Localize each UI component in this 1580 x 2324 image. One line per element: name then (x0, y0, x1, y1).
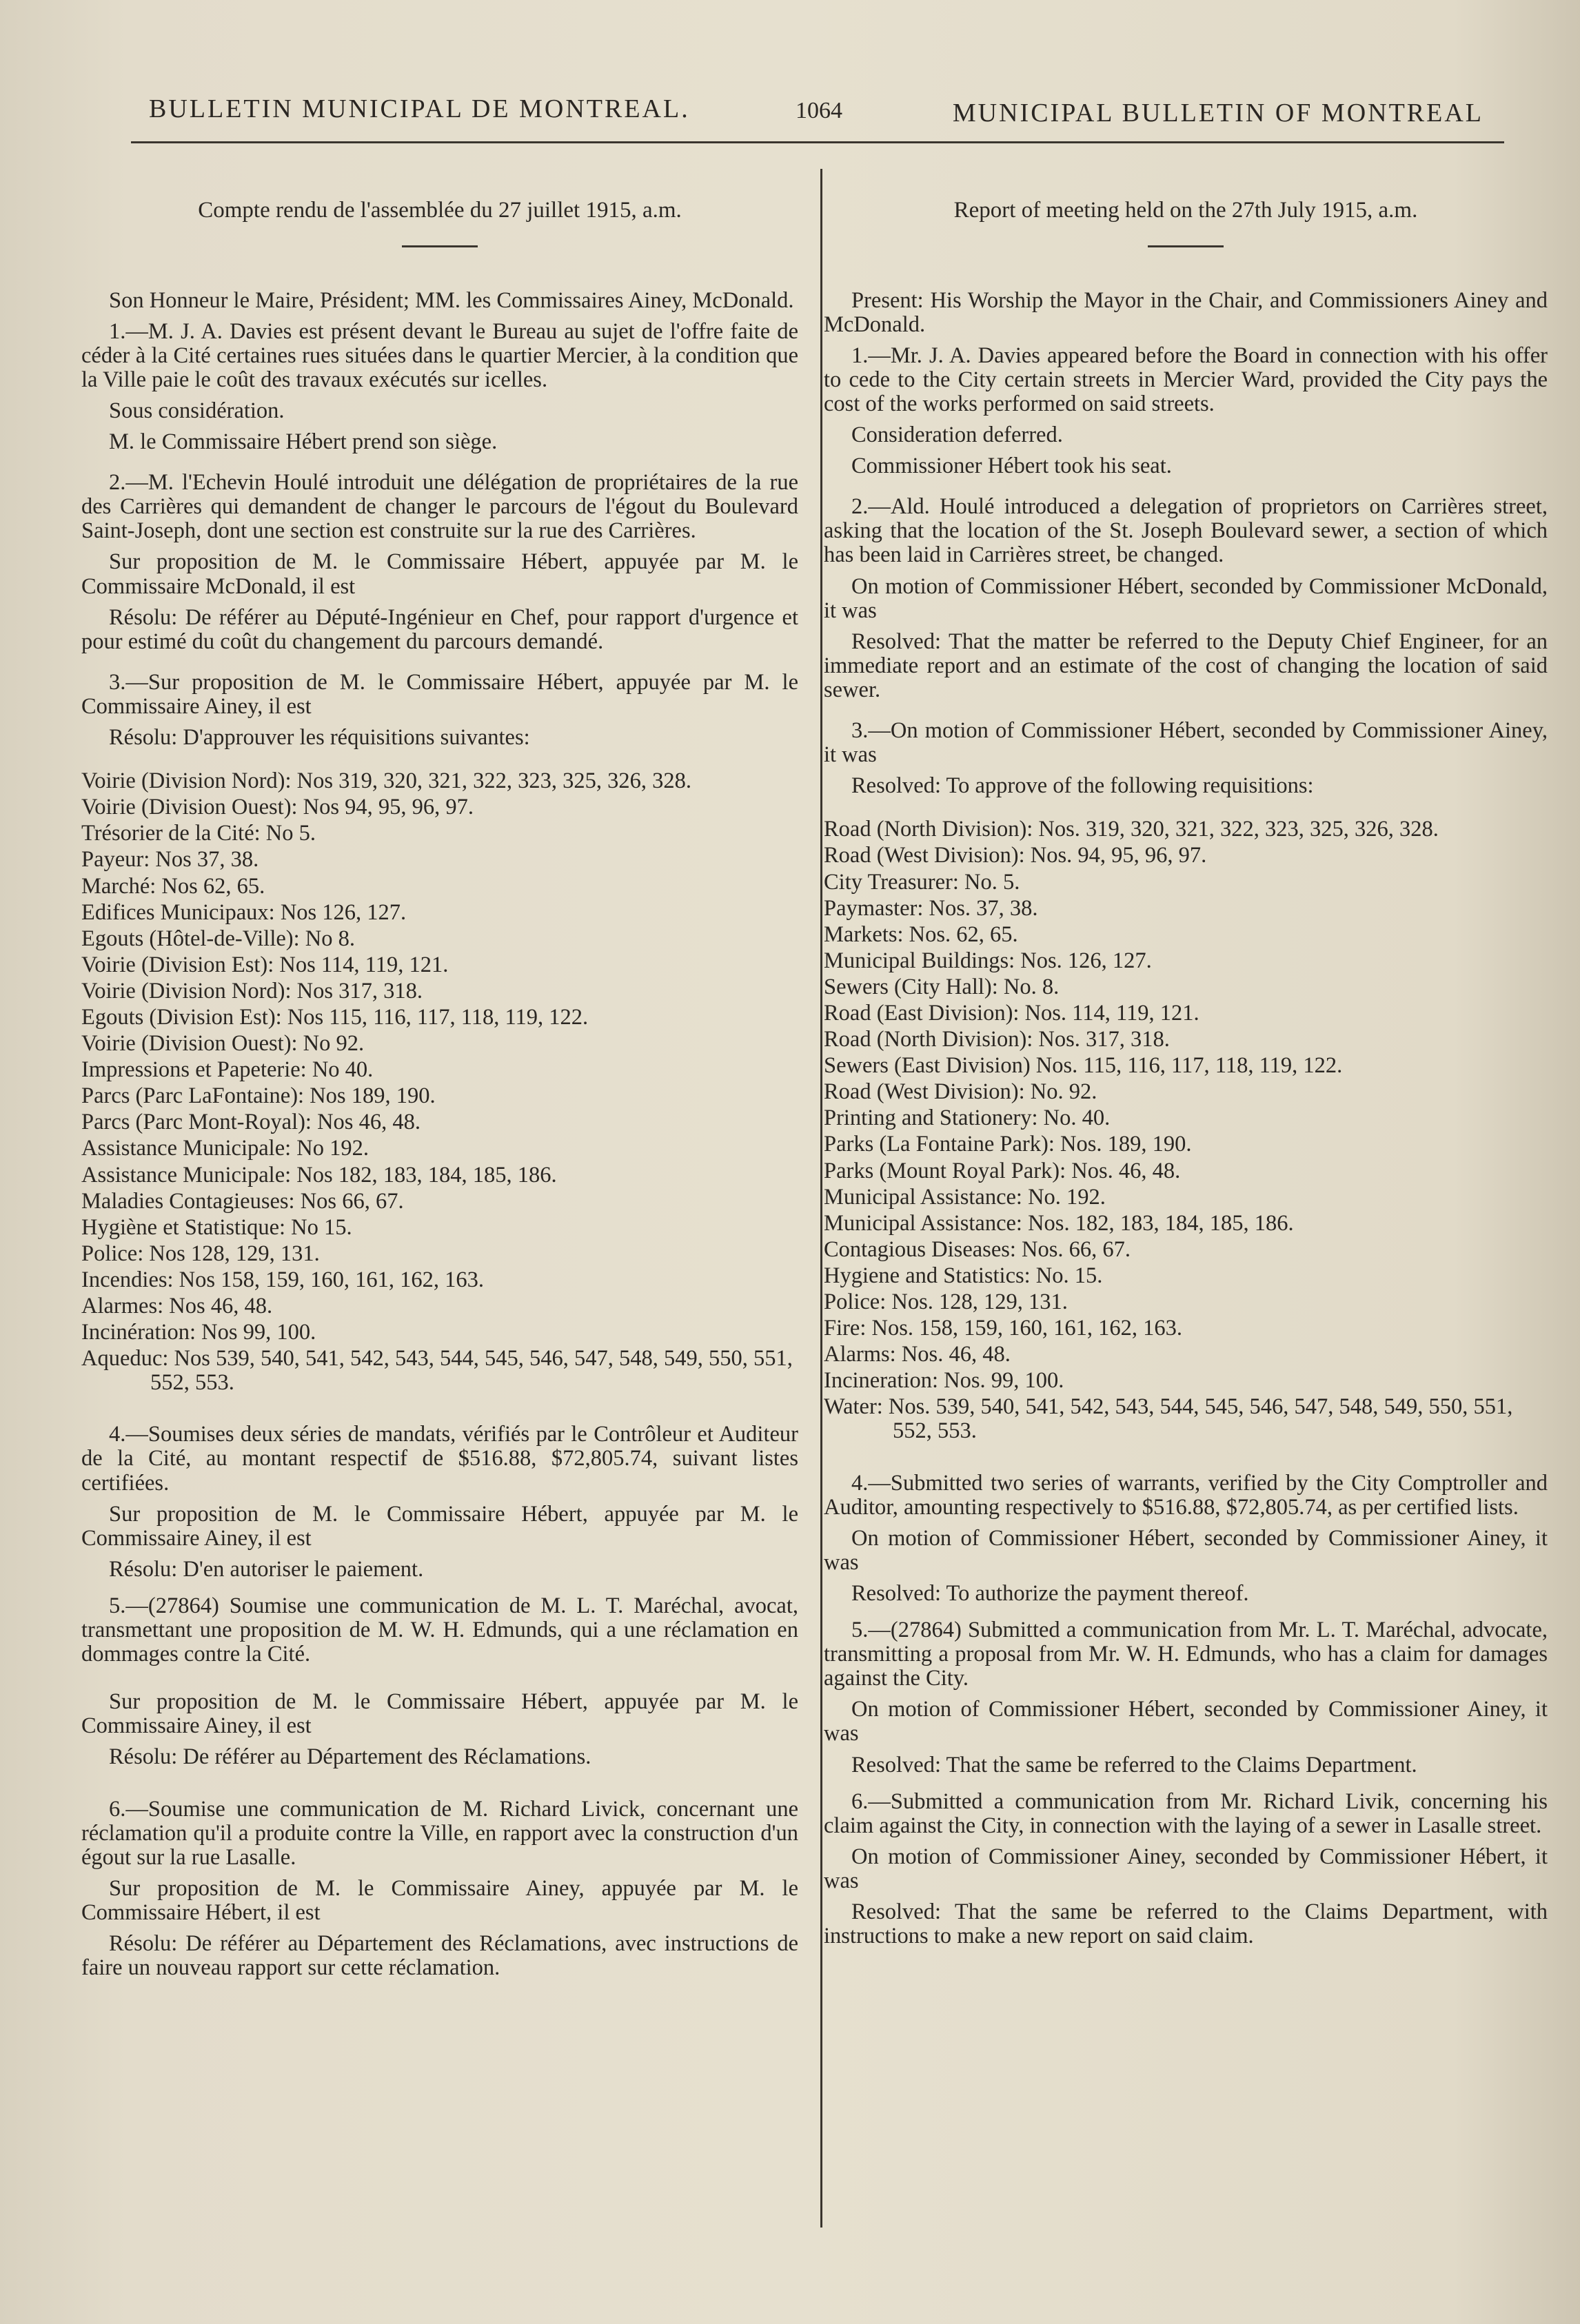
list-item: Municipal Assistance: Nos. 182, 183, 184, 185, 186. (824, 1210, 1294, 1236)
french-item5-motion: Sur proposition de M. le Commissaire Hébert, appuyée par M. le Commissaire Ainey, il est (81, 1689, 798, 1739)
list-item: Egouts (Hôtel-de-Ville): No 8. (81, 926, 355, 951)
list-item: Parcs (Parc Mont-Royal): Nos 46, 48. (81, 1110, 421, 1135)
list-item: Edifices Municipaux: Nos 126, 127. (81, 899, 407, 925)
list-item: Police: Nos 128, 129, 131. (81, 1241, 320, 1266)
list-item: Voirie (Division Nord): Nos 317, 318. (81, 978, 423, 1003)
list-item: Voirie (Division Ouest): No 92. (81, 1031, 365, 1057)
page-number: 1064 (796, 98, 842, 123)
french-item6-text: 6.—Soumise une communication de M. Richard Livick, concernant une réclamation qu'il a produite contre la Ville, en rapport avec la construction d'un égout sur la rue Lasalle. (81, 1796, 798, 1870)
list-item: Marché: Nos 62, 65. (81, 873, 265, 899)
english-item2-text: 2.—Ald. Houlé introduced a delegation of proprietors on Carrières street, asking that the location of the St. Joseph Boulevard sewer, a section of which has been laid in Carrières street, be changed. (824, 494, 1548, 568)
list-item: Water: Nos. 539, 540, 541, 542, 543, 544, 545, 546, 547, 548, 549, 550, 551, 552, 553. (824, 1394, 1513, 1444)
french-item4-resolved: Résolu: D'en autoriser le paiement. (109, 1556, 424, 1582)
list-item: Parcs (Parc LaFontaine): Nos 189, 190. (81, 1083, 436, 1109)
english-item2-motion: On motion of Commissioner Hébert, seconded by Commissioner McDonald, it was (824, 573, 1548, 623)
english-item5-resolved: Resolved: That the same be referred to the Claims Department. (851, 1752, 1417, 1777)
english-item6-motion: On motion of Commissioner Ainey, seconded by Commissioner Hébert, it was (824, 1844, 1548, 1893)
english-present: Present: His Worship the Mayor in the Chair, and Commissioners Ainey and McDonald. (824, 287, 1548, 337)
list-item: Road (East Division): Nos. 114, 119, 121. (824, 1000, 1199, 1026)
list-item: Incendies: Nos 158, 159, 160, 161, 162, 163. (81, 1267, 485, 1292)
list-item: Sewers (East Division) Nos. 115, 116, 117, 118, 119, 122. (824, 1053, 1343, 1079)
french-item6-resolved: Résolu: De référer au Département des Réclamations, avec instructions de faire un nouveau rapport sur cette réclamation. (81, 1930, 798, 1981)
french-column (81, 186, 798, 1987)
list-item: Road (North Division): Nos. 317, 318. (824, 1027, 1170, 1052)
french-item2-text: 2.—M. l'Echevin Houlé introduit une délégation de propriétaires de la rue des Carrières qui demandent de changer le parcours de l'égout du Boulevard Saint-Joseph, dont une section est construite sur la rue des Carrières. (81, 470, 798, 544)
french-item1-seat: M. le Commissaire Hébert prend son siège. (109, 429, 498, 455)
list-item: Alarms: Nos. 46, 48. (824, 1342, 1011, 1367)
french-item3-resolved: Résolu: D'approuver les réquisitions suivantes: (109, 725, 530, 751)
french-requisition-list (81, 769, 798, 1395)
list-item: Paymaster: Nos. 37, 38. (824, 895, 1038, 921)
english-item3-resolved: Resolved: To approve of the following requisitions: (851, 773, 1314, 799)
french-meeting-title: Compte rendu de l'assemblée du 27 juillet 1915, a.m. (198, 198, 682, 223)
list-item: Egouts (Division Est): Nos 115, 116, 117, 118, 119, 122. (81, 1004, 589, 1030)
english-item2-resolved: Resolved: That the matter be referred to the Deputy Chief Engineer, for an immediate report and an estimate of the cost of changing the location of said sewer. (824, 629, 1548, 702)
list-item: Voirie (Division Est): Nos 114, 119, 121. (81, 952, 449, 977)
header-french-title: BULLETIN MUNICIPAL DE MONTREAL. (149, 94, 690, 123)
list-item: Assistance Municipale: Nos 182, 183, 184, 185, 186. (81, 1162, 557, 1188)
list-item: Voirie (Division Nord): Nos 319, 320, 321, 322, 323, 325, 326, 328. (81, 768, 692, 794)
list-item: Printing and Stationery: No. 40. (824, 1105, 1111, 1131)
french-item5-resolved: Résolu: De référer au Département des Réclamations. (109, 1744, 591, 1770)
english-item6-text: 6.—Submitted a communication from Mr. Richard Livik, concerning his claim against the City, in connection with the laying of a sewer in Lasalle street. (824, 1788, 1548, 1838)
header-rule (131, 141, 1504, 143)
french-title-rule (402, 245, 478, 247)
list-item: Municipal Assistance: No. 192. (824, 1184, 1106, 1210)
list-item: Impressions et Papeterie: No 40. (81, 1057, 374, 1083)
french-item5-text: 5.—(27864) Soumise une communication de M. L. T. Maréchal, avocat, transmettant une proposition de M. W. H. Edmunds, qui a une réclamation en dommages contre la Cité. (81, 1593, 798, 1667)
french-item6-motion: Sur proposition de M. le Commissaire Ainey, appuyée par M. le Commissaire Hébert, il est (81, 1875, 798, 1925)
header-english-title: MUNICIPAL BULLETIN OF MONTREAL (952, 99, 1483, 128)
english-item6-resolved: Resolved: That the same be referred to the Claims Department, with instructions to make a new report on said claim. (824, 1899, 1548, 1949)
english-item4-motion: On motion of Commissioner Hébert, seconded by Commissioner Ainey, it was (824, 1525, 1548, 1575)
column-divider (820, 169, 822, 2228)
list-item: Markets: Nos. 62, 65. (824, 921, 1018, 947)
english-item5-motion: On motion of Commissioner Hébert, seconded by Commissioner Ainey, it was (824, 1697, 1548, 1746)
list-item: Aqueduc: Nos 539, 540, 541, 542, 543, 544, 545, 546, 547, 548, 549, 550, 551, 552, 553. (81, 1346, 793, 1396)
page-header (145, 88, 1490, 136)
list-item: Trésorier de la Cité: No 5. (81, 821, 316, 846)
english-column (824, 186, 1548, 1955)
list-item: Police: Nos. 128, 129, 131. (824, 1290, 1068, 1314)
list-item: Fire: Nos. 158, 159, 160, 161, 162, 163. (824, 1316, 1182, 1341)
french-item1-decision: Sous considération. (109, 398, 285, 423)
list-item: Maladies Contagieuses: Nos 66, 67. (81, 1188, 404, 1214)
list-item: Sewers (City Hall): No. 8. (824, 974, 1060, 999)
list-item: Road (West Division): No. 92. (824, 1079, 1097, 1105)
french-item2-resolved: Résolu: De référer au Député-Ingénieur en Chef, pour rapport d'urgence et pour estimé du coût du changement du parcours demandé. (81, 604, 798, 654)
french-item4-text: 4.—Soumises deux séries de mandats, vérifiés par le Contrôleur et Auditeur de la Cité, au montant respectif de $516.88, $72,805.74, suivant listes certifiées. (81, 1422, 798, 1496)
french-item1-text: 1.—M. J. A. Davies est présent devant le Bureau au sujet de l'offre faite de céder à la Cité certaines rues situées dans le quartier Mercier, à la condition que la Ville paie le coût des travaux exécutés sur icelles. (81, 318, 798, 392)
list-item: Hygiene and Statistics: No. 15. (824, 1263, 1103, 1288)
english-item4-text: 4.—Submitted two series of warrants, verified by the City Comptroller and Auditor, amounting respectively to $516.88, $72,805.74, as per certified lists. (824, 1470, 1548, 1520)
list-item: Assistance Municipale: No 192. (81, 1136, 369, 1161)
list-item: Incineration: Nos. 99, 100. (824, 1368, 1064, 1394)
list-item: Municipal Buildings: Nos. 126, 127. (824, 948, 1152, 973)
list-item: City Treasurer: No. 5. (824, 869, 1020, 895)
list-item: Road (West Division): Nos. 94, 95, 96, 97. (824, 843, 1207, 868)
list-item: Voirie (Division Ouest): Nos 94, 95, 96, 97. (81, 795, 474, 820)
english-item1-text: 1.—Mr. J. A. Davies appeared before the Board in connection with his offer to cede to the City certain streets in Mercier Ward, provided the City pays the cost of the works performed on said streets. (824, 343, 1548, 416)
list-item: Parks (Mount Royal Park): Nos. 46, 48. (824, 1158, 1181, 1183)
english-item1-decision: Consideration deferred. (851, 422, 1063, 448)
list-item: Hygiène et Statistique: No 15. (81, 1214, 352, 1240)
french-item3-motion: 3.—Sur proposition de M. le Commissaire Hébert, appuyée par M. le Commissaire Ainey, il est (81, 669, 798, 719)
french-item2-motion: Sur proposition de M. le Commissaire Hébert, appuyée par M. le Commissaire McDonald, il est (81, 549, 798, 599)
english-item5-text: 5.—(27864) Submitted a communication from Mr. L. T. Maréchal, advocate, transmitting a proposal from Mr. W. H. Edmunds, who has a claim for damages against the City. (824, 1618, 1548, 1691)
french-item4-motion: Sur proposition de M. le Commissaire Hébert, appuyée par M. le Commissaire Ainey, il est (81, 1501, 798, 1551)
list-item: Contagious Diseases: Nos. 66, 67. (824, 1236, 1131, 1262)
list-item: Alarmes: Nos 46, 48. (81, 1294, 273, 1318)
english-item3-motion: 3.—On motion of Commissioner Hébert, seconded by Commissioner Ainey, it was (824, 718, 1548, 768)
list-item: Incinération: Nos 99, 100. (81, 1320, 316, 1345)
english-title-rule (1148, 245, 1224, 247)
list-item: Payeur: Nos 37, 38. (81, 847, 259, 873)
english-item1-seat: Commissioner Hébert took his seat. (851, 453, 1172, 479)
english-meeting-title: Report of meeting held on the 27th July 1915, a.m. (953, 198, 1418, 223)
french-present: Son Honneur le Maire, Président; MM. les Commissaires Ainey, McDonald. (109, 287, 794, 313)
english-requisition-list (824, 817, 1548, 1443)
list-item: Parks (La Fontaine Park): Nos. 189, 190. (824, 1132, 1192, 1157)
list-item: Road (North Division): Nos. 319, 320, 321, 322, 323, 325, 326, 328. (824, 817, 1439, 842)
english-item4-resolved: Resolved: To authorize the payment thereof. (851, 1580, 1249, 1606)
